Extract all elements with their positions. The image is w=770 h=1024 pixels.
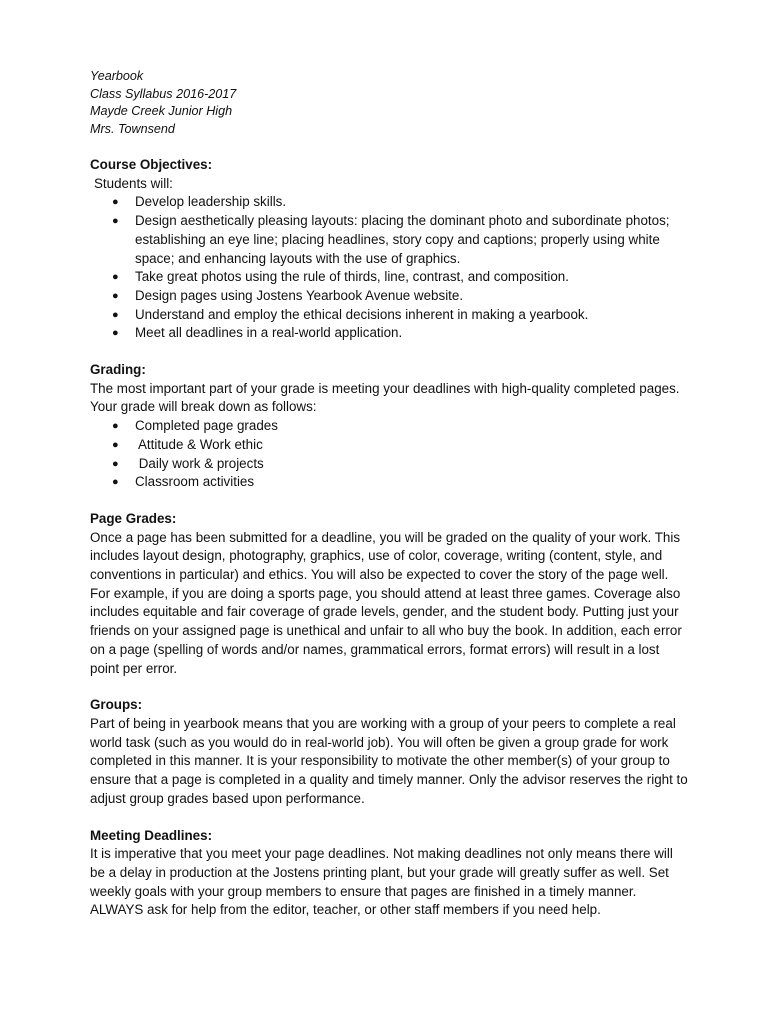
- grading-section: [90, 361, 690, 492]
- grading-body: The most important part of your grade is meeting your deadlines with high-quality completed pages. Your grade will break down as follows:: [90, 380, 680, 415]
- list-item: ● Understand and employ the ethical decisions inherent in making a yearbook.: [112, 306, 690, 325]
- groups-title: Groups:: [90, 697, 143, 713]
- groups-body: Part of being in yearbook means that you are working with a group of your peers to complete a real world task (such as you would do in real-world job). You will often be given a group grade for work completed in this manner. It is your responsibility to motivate the other member(s) of your group to ensure that a page is completed in a quality and timely manner. Only the advisor reserves the right to adjust group grades based upon performance.: [90, 715, 688, 806]
- school-name: Mayde Creek Junior High: [90, 104, 233, 118]
- list-item: ● Design aesthetically pleasing layouts: placing the dominant photo and subordinate photos; establishing an eye line; placing headlines, story copy and captions; properly using white space; and enhancing layouts with the use of graphics.: [112, 213, 670, 266]
- objectives-section: [90, 156, 690, 343]
- list-item: ● Attitude & Work ethic: [112, 436, 690, 455]
- teacher-name: Mrs. Townsend: [90, 121, 175, 136]
- bullet-icon: ●: [112, 476, 119, 489]
- list-item: ● Take great photos using the rule of thirds, line, contrast, and composition.: [112, 268, 690, 287]
- page-grades-section: [90, 510, 690, 678]
- list-item: ● Daily work & projects: [112, 455, 690, 474]
- list-item: ● Completed page grades: [112, 417, 690, 436]
- page-grades-title: Page Grades:: [90, 510, 177, 526]
- deadlines-section: [90, 827, 690, 921]
- bullet-icon: ●: [112, 215, 119, 228]
- deadlines-body: It is imperative that you meet your page deadlines. Not making deadlines not only means there will be a delay in production at the Jostens printing plant, but your grade will greatly suffer as well. Set weekly goals with your group members to ensure that pages are finished in a timely manner. ALWAYS ask for help from the editor, teacher, or other staff members if you need help.: [90, 846, 673, 918]
- bullet-icon: ●: [112, 327, 119, 340]
- groups-section: [90, 696, 690, 808]
- bullet-icon: ●: [112, 308, 119, 321]
- list-item: ● Meet all deadlines in a real-world application.: [112, 324, 690, 343]
- grading-list: [90, 417, 690, 492]
- list-item: ● Classroom activities: [112, 473, 690, 492]
- objectives-intro: Students will:: [94, 175, 173, 191]
- objectives-title: Course Objectives:: [90, 157, 213, 172]
- page-grades-body: Once a page has been submitted for a deadline, you will be graded on the quality of your work. This includes layout design, photography, graphics, use of color, coverage, writing (content, style, and conventions in particular) and ethics. You will also be expected to cover the story of the page well. For example, if you are doing a sports page, you should attend at least three games. Coverage also includes equitable and fair coverage of grade levels, gender, and the student body. Putting just your friends on your assigned page is unethical and unfair to all who buy the book. In addition, each error on a page (spelling of words and/or names, grammatical errors, format errors) will result in a lost point per error.: [90, 529, 682, 676]
- list-item: ● Design pages using Jostens Yearbook Avenue website.: [112, 287, 690, 306]
- course-name: Yearbook: [90, 69, 144, 83]
- objectives-list: [90, 193, 690, 343]
- list-item: ● Develop leadership skills.: [112, 193, 690, 212]
- bullet-icon: ●: [112, 457, 119, 470]
- bullet-icon: ●: [112, 196, 119, 209]
- grading-title: Grading:: [90, 362, 146, 378]
- bullet-icon: ●: [112, 420, 119, 433]
- document-header: [90, 68, 690, 138]
- bullet-icon: ●: [112, 289, 119, 302]
- bullet-icon: ●: [112, 271, 119, 284]
- bullet-icon: ●: [112, 438, 119, 451]
- syllabus-year: Class Syllabus 2016-2017: [90, 86, 237, 101]
- document-content: [90, 68, 690, 920]
- deadlines-title: Meeting Deadlines:: [90, 827, 213, 843]
